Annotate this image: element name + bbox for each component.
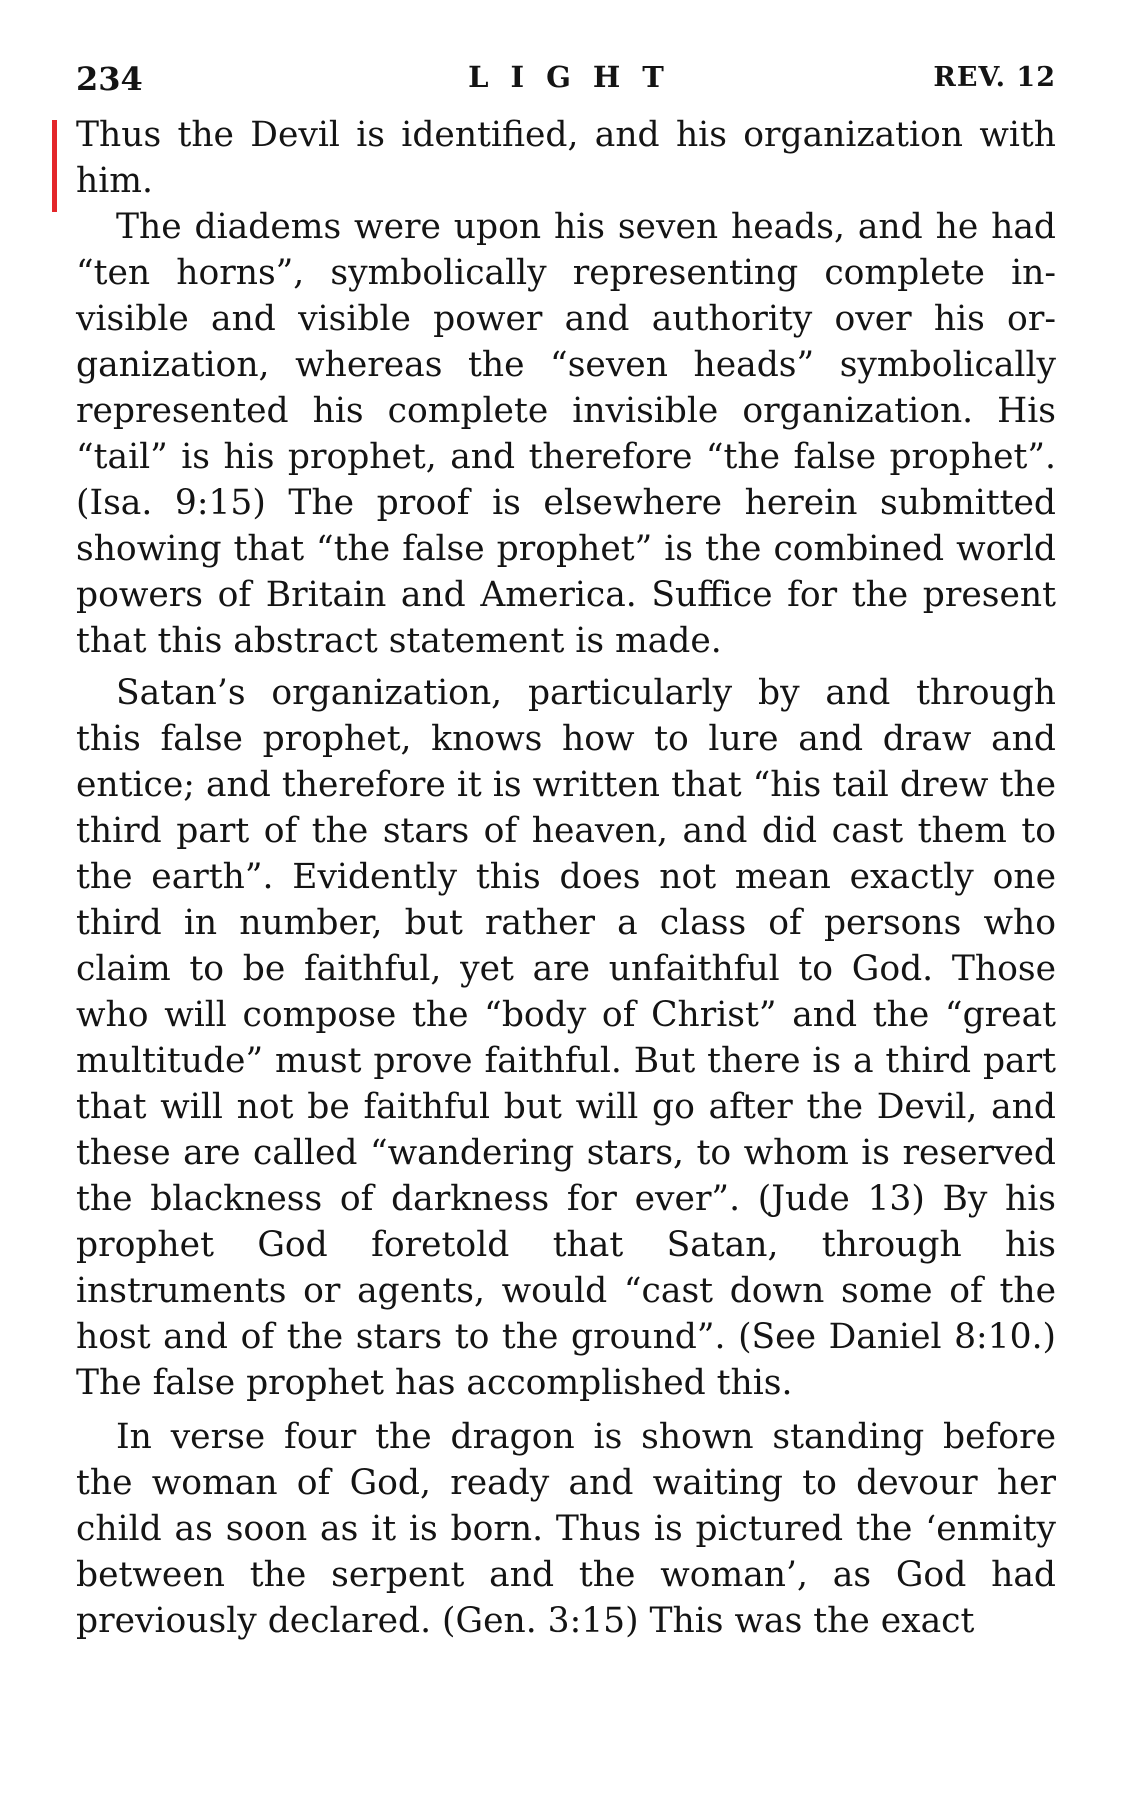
running-title: LIGHT — [468, 60, 686, 94]
book-page — [76, 60, 1056, 1644]
page-number: 234 — [76, 60, 143, 98]
paragraph-satans-organization: Satan’s organization, particularly by and through this false prophet, knows how to lure and draw and entice; and therefore it is written that “his tail drew the third part of the stars of heaven, and did cast them to the earth”. Evidently this does not mean exactly one third in number, but rather a class of persons who claim to be faithful, yet are unfaithful to God. Those who will compose the “body of Christ” and the “great multitude” must prove faithful. But there is a third part that will not be faithful but will go after the Devil, and these are called “wandering stars, to whom is reserved the blackness of darkness for ever”. (Jude 13) By his prophet God foretold that Satan, through his instruments or agents, would “cast down some of the host and of the stars to the ground”. (See Daniel 8:10.) The false prophet has accomplished this. — [76, 673, 1056, 1403]
chapter-reference: REV. 12 — [933, 62, 1056, 93]
paragraph-diadems: The diadems were upon his seven heads, and he had “ten horns”, symbolically representing complete invisible and visible power and authority over his organization, whereas the “seven heads” symbolically represented his complete invisible organization. His “tail” is his prophet, and therefore “the false prophet”. (Isa. 9:15) The proof is elsewhere herein submitted showing that “the false prophet” is the combined world powers of Britain and America. Suffice for the present that this abstract statement is made. — [76, 207, 1056, 661]
running-head — [76, 60, 1056, 108]
paragraph-verse-four: In verse four the dragon is shown standing before the woman of God, ready and waiting to devour her child as soon as it is born. Thus is pictured the ‘enmity between the serpent and the woman’, as God had previously declared. (Gen. 3:15) This was the exact — [76, 1417, 1056, 1641]
body-text — [76, 112, 1056, 1644]
paragraph-continuation: Thus the Devil is identified, and his organization with him. — [76, 115, 1056, 201]
revision-change-bar — [52, 120, 57, 212]
